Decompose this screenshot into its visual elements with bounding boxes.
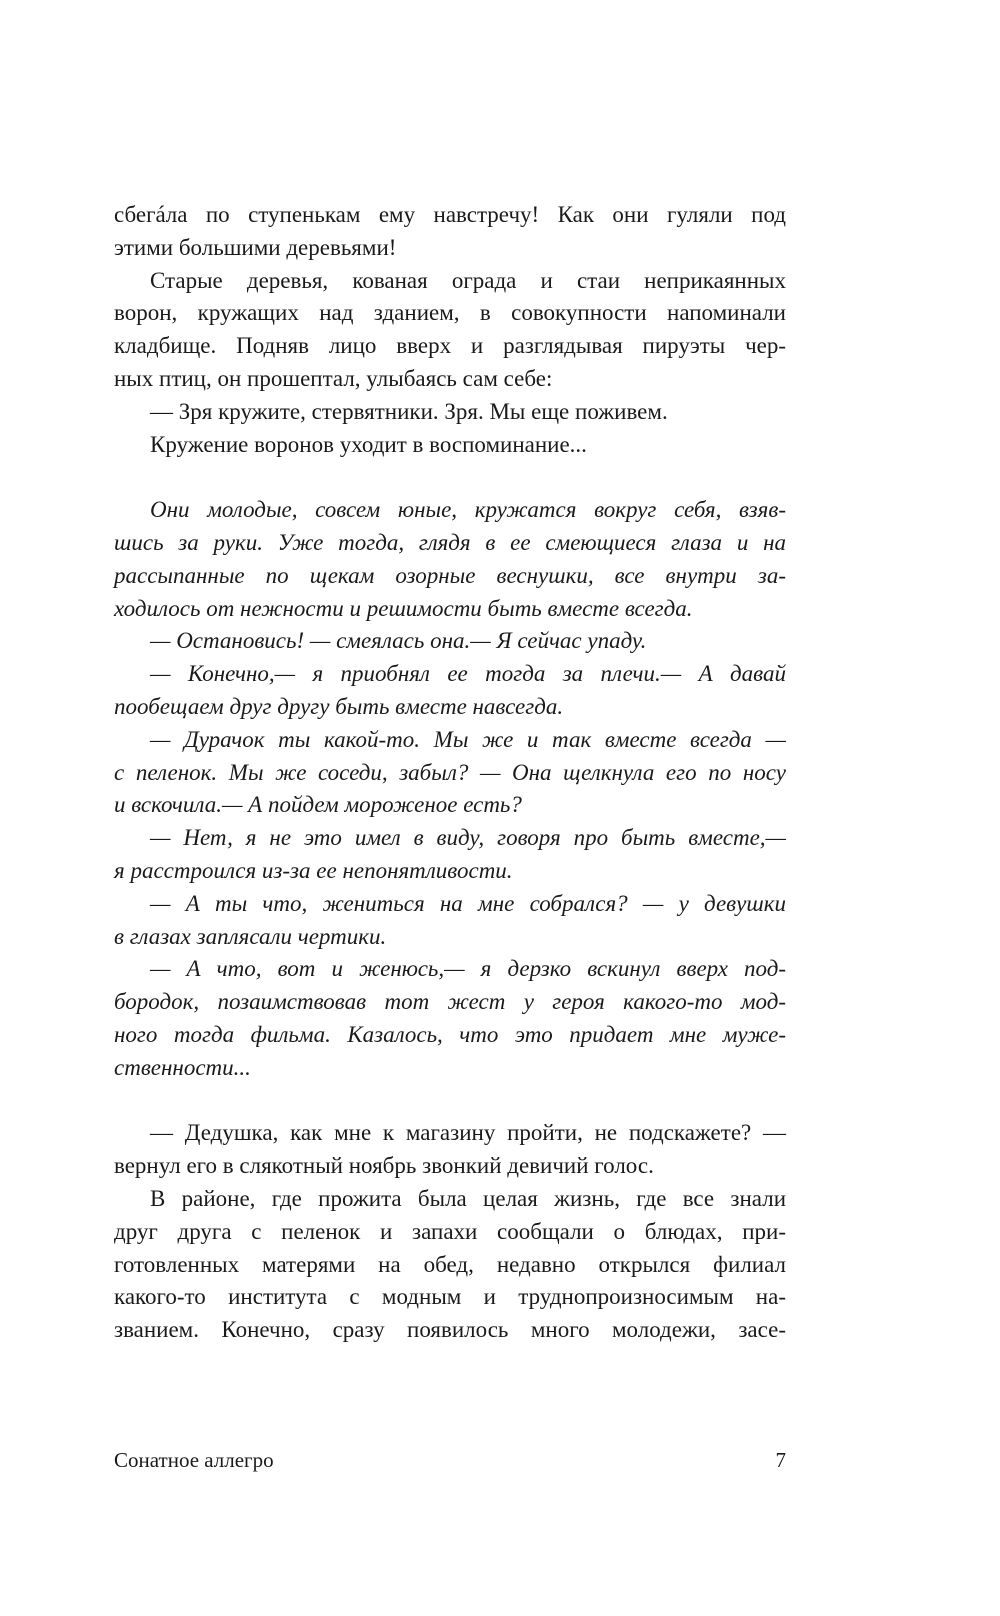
- dialogue-line: [114, 822, 786, 888]
- text-line: я расстроился из-за ее непонятливости.: [114, 857, 513, 883]
- text-line: Кружение воронов уходит в воспоминание...: [150, 431, 587, 457]
- text-line: ственности...: [114, 1054, 251, 1080]
- text-line: этими большими деревьями!: [114, 234, 397, 260]
- dialogue-line: [114, 1117, 786, 1183]
- dialogue-line: [114, 724, 786, 822]
- text-line: В районе, где прожита была целая жизнь, где все знали: [150, 1185, 786, 1211]
- text-line: — Нет, я не это имел в виду, говоря про быть вместе,—: [150, 825, 786, 851]
- text-line: вернул его в слякотный ноябрь звонкий девичий голос.: [114, 1153, 654, 1179]
- flashback-paragraph: [114, 494, 786, 625]
- dialogue-line: [114, 953, 786, 1084]
- text-line: — Дедушка, как мне к магазину пройти, не подскажете? —: [150, 1120, 786, 1146]
- text-line: бородок, позаимствовав тот жест у героя какого-то мод-: [114, 989, 786, 1015]
- text-line: Они молодые, совсем юные, кружатся вокруг себя, взяв-: [150, 497, 786, 523]
- section-break: [114, 1085, 786, 1118]
- text-line: рассыпанные по щекам озорные веснушки, все внутри за-: [114, 562, 786, 588]
- running-title: Сонатное аллегро: [114, 1448, 274, 1472]
- text-line: ных птиц, он прошептал, улыбаясь сам себе:: [114, 365, 553, 391]
- text-line: шись за руки. Уже тогда, глядя в ее смеющиеся глаза и на: [114, 529, 786, 555]
- dialogue-line: [114, 396, 786, 429]
- text-line: — Конечно,— я приобнял ее тогда за плечи.— А давай: [150, 661, 786, 687]
- dialogue-line: [114, 888, 786, 954]
- section-break: [114, 461, 786, 494]
- text-line: — Остановись! — смеялась она.— Я сейчас упаду.: [150, 628, 647, 654]
- text-line: — Дурачок ты какой-то. Мы же и так вместе всегда —: [150, 726, 786, 752]
- text-line: ного тогда фильма. Казалось, что это придает мне муже-: [114, 1021, 786, 1047]
- paragraph: [114, 429, 786, 462]
- page-number: 7: [775, 1448, 786, 1472]
- paragraph: [114, 265, 786, 396]
- text-line: — А ты что, жениться на мне собрался? — у девушки: [150, 890, 786, 916]
- text-line: — А что, вот и женюсь,— я дерзко вскинул вверх под-: [150, 956, 786, 982]
- text-line: кладбище. Подняв лицо вверх и разглядывая пируэты чер-: [114, 333, 786, 359]
- text-line: ворон, кружащих над зданием, в совокупности напоминали: [114, 300, 786, 326]
- text-line: ходилось от нежности и решимости быть вместе всегда.: [114, 595, 693, 621]
- text-line: — Зря кружите, стервятники. Зря. Мы еще поживем.: [150, 398, 668, 424]
- text-line: сбегáла по ступенькам ему навстречу! Как они гуляли под: [114, 202, 786, 227]
- text-line: в глазах заплясали чертики.: [114, 923, 387, 949]
- page-footer: [114, 1448, 786, 1473]
- paragraph: [114, 199, 786, 265]
- text-line: готовленных матерями на обед, недавно открылся филиал: [114, 1251, 786, 1277]
- text-line: пообещаем друг другу быть вместе навсегда.: [114, 693, 564, 719]
- paragraph: [114, 1183, 786, 1347]
- text-line: с пеленок. Мы же соседи, забыл? — Она щелкнула его по носу: [114, 759, 786, 785]
- text-line: званием. Конечно, сразу появилось много молодежи, засе-: [114, 1317, 786, 1343]
- text-line: какого-то института с модным и труднопроизносимым на-: [114, 1284, 786, 1310]
- dialogue-line: [114, 625, 786, 658]
- text-line: и вскочила.— А пойдем мороженое есть?: [114, 792, 522, 818]
- dialogue-line: [114, 658, 786, 724]
- text-line: Старые деревья, кованая ограда и стаи неприкаянных: [150, 267, 786, 293]
- text-line: друг друга с пеленок и запахи сообщали о блюдах, при-: [114, 1218, 786, 1244]
- page-body: [114, 199, 786, 1347]
